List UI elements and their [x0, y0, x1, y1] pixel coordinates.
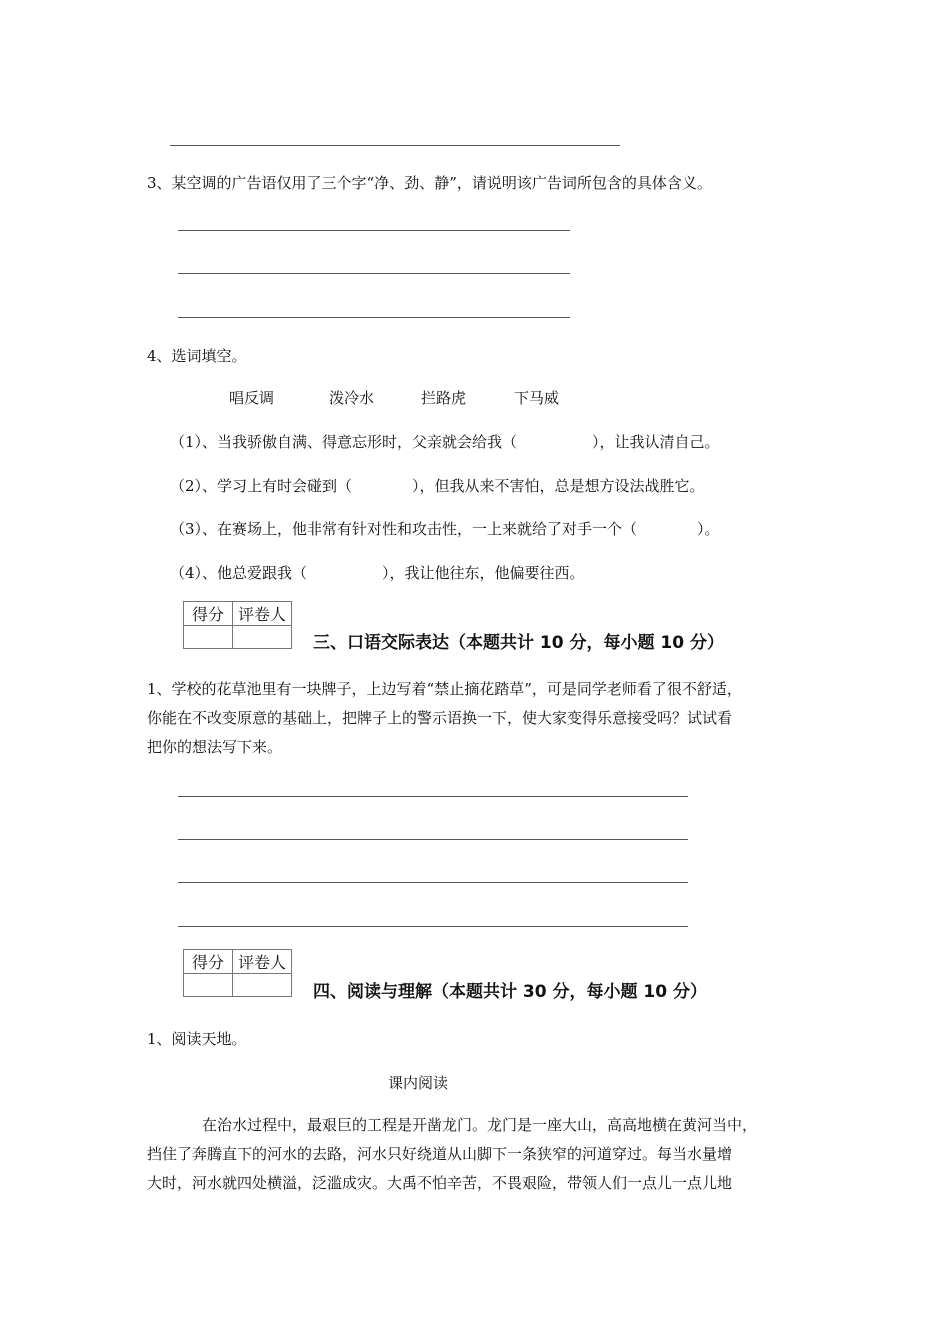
- answer-line: [178, 230, 570, 231]
- word-option: 唱反调: [229, 389, 275, 407]
- passage-line: 在治水过程中，最艰巨的工程是开凿龙门。龙门是一座大山，高高地横在黄河当中，: [202, 1116, 758, 1134]
- score-label: 得分: [184, 950, 233, 974]
- fill-blank-item: （2）、学习上有时会碰到（ ），但我从来不害怕，总是想方设法战胜它。: [170, 477, 705, 495]
- answer-line: [170, 145, 620, 146]
- answer-line: [178, 839, 688, 840]
- passage-line: 大时，河水就四处横溢，泛滥成灾。大禹不怕辛苦，不畏艰险，带领人们一点儿一点儿地: [147, 1174, 733, 1192]
- answer-line: [178, 317, 570, 318]
- answer-line: [178, 796, 688, 797]
- section-title: 三、口语交际表达（本题共计 10 分，每小题 10 分）: [313, 633, 724, 653]
- grader-cell: [233, 626, 292, 649]
- question-line: 1、学校的花草池里有一块牌子，上边写着“禁止摘花踏草”，可是同学老师看了很不舒适，: [147, 680, 742, 698]
- fill-blank-item: （4）、他总爱跟我（ ），我让他往东，他偏要往西。: [170, 564, 585, 582]
- passage-line: 挡住了奔腾直下的河水的去路，河水只好绕道从山脚下一条狭窄的河道穿过。每当水量增: [147, 1145, 733, 1163]
- score-box: [183, 601, 292, 649]
- score-label: 得分: [184, 602, 233, 626]
- question-4: 4、选词填空。: [147, 347, 247, 365]
- word-option: 拦路虎: [421, 389, 467, 407]
- passage-subtitle: 课内阅读: [388, 1074, 449, 1092]
- fill-blank-item: （3）、在赛场上，他非常有针对性和攻击性，一上来就给了对手一个（ ）。: [170, 520, 720, 538]
- grader-label: 评卷人: [233, 950, 292, 974]
- question-1: 1、阅读天地。: [147, 1030, 247, 1048]
- answer-line: [178, 882, 688, 883]
- score-box: [183, 949, 292, 997]
- score-cell: [184, 626, 233, 649]
- question-3: 3、某空调的广告语仅用了三个字“净、劲、静”，请说明该广告词所包含的具体含义。: [147, 174, 712, 192]
- question-line: 把你的想法写下来。: [147, 738, 283, 756]
- section-title: 四、阅读与理解（本题共计 30 分，每小题 10 分）: [313, 982, 707, 1002]
- answer-line: [178, 273, 570, 274]
- grader-label: 评卷人: [233, 602, 292, 626]
- answer-line: [178, 926, 688, 927]
- word-option: 泼冷水: [329, 389, 375, 407]
- grader-cell: [233, 974, 292, 997]
- word-option: 下马威: [514, 389, 560, 407]
- score-cell: [184, 974, 233, 997]
- fill-blank-item: （1）、当我骄傲自满、得意忘形时，父亲就会给我（ ），让我认清自己。: [170, 433, 720, 451]
- question-line: 你能在不改变原意的基础上，把牌子上的警示语换一下，使大家变得乐意接受吗？试试看: [147, 709, 733, 727]
